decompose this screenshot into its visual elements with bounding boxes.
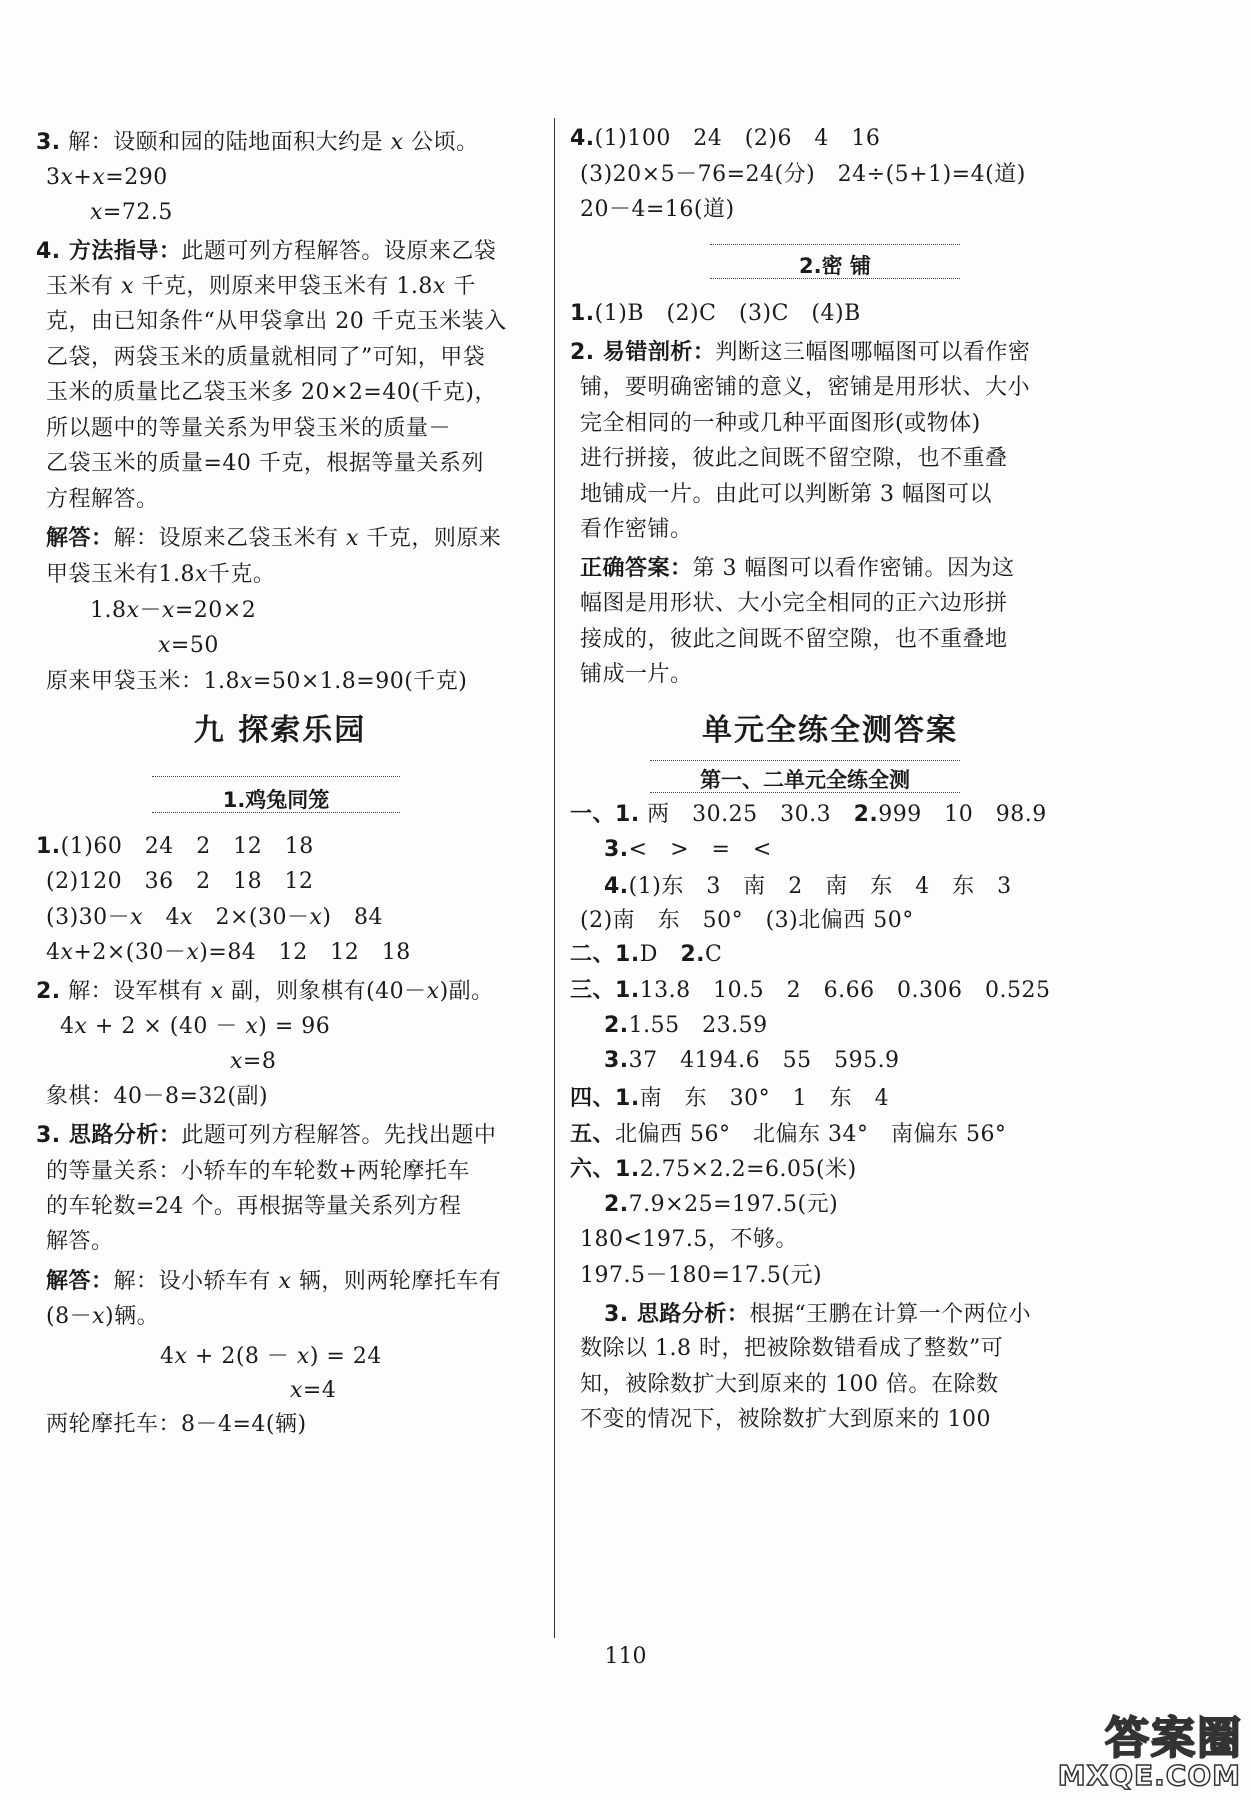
- text: 看作密铺。: [580, 517, 693, 542]
- text: )副。: [439, 979, 494, 1004]
- answer-line: [580, 480, 992, 510]
- answer-line: [46, 485, 159, 515]
- answer-line: [580, 589, 1008, 619]
- text: 铺，要明确密铺的意义，密铺是用形状、大小: [580, 375, 1031, 400]
- answer-line: [60, 1012, 330, 1042]
- answer-line: [46, 867, 314, 897]
- text: ) 84: [322, 905, 383, 930]
- label: 2.: [604, 1013, 629, 1038]
- label: 3.: [604, 1302, 629, 1327]
- variable-x: x: [60, 940, 74, 965]
- label: 1.: [615, 1157, 640, 1182]
- variable-x: x: [296, 1344, 310, 1369]
- text: 197.5－180=17.5(元): [580, 1263, 823, 1288]
- label: 六、: [570, 1157, 616, 1182]
- answer-line: [46, 1082, 268, 1112]
- label: 1.: [36, 834, 61, 859]
- variable-x: x: [121, 274, 134, 299]
- answer-line: [46, 524, 501, 554]
- text: 180<197.5，不够。: [580, 1227, 798, 1252]
- answer-line: [46, 1227, 114, 1257]
- variable-x: x: [426, 979, 440, 1004]
- label: 3.: [604, 837, 629, 862]
- subsection-heading: 1.鸡兔同笼: [152, 784, 400, 813]
- text: 解：设原来乙袋玉米有: [113, 526, 347, 551]
- label: 解答：: [46, 1269, 114, 1294]
- text: 2.75×2.2=6.05(米): [639, 1157, 857, 1182]
- text: 1.8: [90, 598, 127, 623]
- answer-line: [46, 938, 411, 968]
- text: 解答。: [46, 1229, 114, 1254]
- text: ) = 96: [258, 1014, 331, 1039]
- answer-line: [36, 832, 314, 862]
- text: 此题可列方程解答。先找出题中: [181, 1123, 497, 1148]
- text: D: [639, 942, 681, 967]
- answer-line: [46, 343, 485, 373]
- variable-x: x: [92, 1304, 106, 1329]
- variable-x: x: [174, 1344, 188, 1369]
- label: 1.: [615, 942, 640, 967]
- text: =20×2: [174, 598, 257, 623]
- answer-line: [46, 307, 507, 337]
- dotted-rule: [152, 776, 400, 777]
- text: (1)B (2)C (3)C (4)B: [594, 301, 861, 326]
- label: 易错剖析：: [594, 340, 716, 365]
- answer-line: [46, 560, 275, 590]
- text: C: [704, 942, 723, 967]
- label: 思路分析：: [60, 1123, 182, 1148]
- label: 4.: [570, 126, 595, 151]
- text: + 2 × (40 －: [87, 1014, 246, 1039]
- text: (3)30－: [46, 905, 131, 930]
- text: (1)东 3 南 2 南 东 4 东 3: [628, 874, 1012, 899]
- text: (8－: [46, 1304, 93, 1329]
- text: (1)60 24 2 12 18: [60, 834, 314, 859]
- answer-line: [46, 903, 383, 933]
- text: (3)20×5－76=24(分) 24÷(5+1)=4(道): [580, 162, 1026, 187]
- answer-line: [230, 1047, 276, 1077]
- answer-line: [570, 338, 1030, 368]
- text: 千克，则原来甲袋玉米有 1.8: [133, 274, 433, 299]
- answer-line: [570, 940, 722, 970]
- answer-line: [604, 835, 772, 865]
- label: 方法指导：: [60, 239, 182, 264]
- label: 一、: [570, 802, 616, 827]
- text: (2)120 36 2 18 12: [46, 869, 314, 894]
- variable-x: x: [90, 200, 103, 225]
- answer-line: [604, 1046, 900, 1076]
- text: －: [139, 598, 162, 623]
- text: < > = <: [628, 837, 772, 862]
- label: 五、: [570, 1122, 616, 1147]
- text: 铺成一片。: [580, 662, 693, 687]
- text: 方程解答。: [46, 487, 159, 512]
- answer-line: [580, 1225, 798, 1255]
- text: 千克。: [207, 562, 276, 587]
- variable-x: x: [245, 1014, 259, 1039]
- label: 2.: [36, 979, 61, 1004]
- watermark-logo: [1057, 1698, 1243, 1794]
- text: 第 3 幅图可以看作密铺。因为这: [692, 556, 1015, 581]
- dotted-rule: [710, 244, 960, 245]
- variable-x: x: [161, 598, 175, 623]
- answer-line: [580, 625, 1008, 655]
- text: 辆，则两轮摩托车有: [291, 1269, 502, 1294]
- label: 1.: [570, 301, 595, 326]
- variable-x: x: [195, 562, 208, 587]
- answer-line: [604, 1190, 838, 1220]
- answer-line: [570, 124, 880, 154]
- text: 两 30.25 30.3: [639, 802, 854, 827]
- text: 两轮摩托车：8－4=4(辆): [46, 1412, 307, 1437]
- text: 千克，则原来: [358, 526, 502, 551]
- label: 四、: [570, 1086, 616, 1111]
- text: 原来甲袋玉米：1.8: [46, 669, 240, 694]
- answer-line: [90, 596, 256, 626]
- variable-x: x: [158, 633, 171, 658]
- text: 2×(30－: [193, 905, 310, 930]
- answer-line: [570, 976, 1051, 1006]
- section-title: 九 探索乐园: [193, 713, 367, 748]
- answer-line: [46, 667, 467, 697]
- text: =72.5: [102, 200, 173, 225]
- label: 解答：: [46, 526, 114, 551]
- variable-x: x: [230, 1049, 243, 1074]
- text: 克，由已知条件“从甲袋拿出 20 千克玉米装入: [46, 309, 507, 334]
- text: =50: [170, 633, 219, 658]
- answer-line: [36, 977, 494, 1007]
- text: 解：设颐和园的陆地面积大约是: [60, 130, 391, 155]
- text: 37 4194.6 55 595.9: [628, 1048, 900, 1073]
- watermark-url: MXQE.COM: [1057, 1759, 1241, 1792]
- watermark-text: 答案圈: [1105, 1713, 1243, 1764]
- label: 3.: [36, 130, 61, 155]
- answer-line: [46, 163, 168, 193]
- text: 北偏西 56° 北偏东 34° 南偏东 56°: [615, 1122, 1007, 1147]
- page-number: 110: [604, 1644, 647, 1669]
- answer-line: [580, 1370, 998, 1400]
- text: 4: [143, 905, 181, 930]
- answer-line: [604, 1300, 1031, 1330]
- answer-line: [36, 1121, 496, 1151]
- label: 2.: [680, 942, 705, 967]
- text: ) = 24: [309, 1344, 382, 1369]
- text: 13.8 10.5 2 6.66 0.306 0.525: [639, 978, 1051, 1003]
- text: 的车轮数=24 个。再根据等量关系列方程: [46, 1194, 462, 1219]
- section-title: 单元全练全测答案: [702, 713, 958, 748]
- answer-line: [46, 1410, 307, 1440]
- text: 知，被除数扩大到原来的 100 倍。在除数: [580, 1372, 999, 1397]
- answer-line: [604, 872, 1012, 902]
- variable-x: x: [92, 165, 106, 190]
- text: 999 10 98.9: [878, 802, 1047, 827]
- text: +: [73, 165, 93, 190]
- text: 解：设军棋有: [60, 979, 211, 1004]
- answer-line: [570, 299, 861, 329]
- variable-x: x: [432, 274, 446, 299]
- text: 接成的，彼此之间既不留空隙，也不重叠地: [580, 627, 1008, 652]
- text: 千: [445, 274, 476, 299]
- label: 二、: [570, 942, 616, 967]
- label: 正确答案：: [580, 556, 693, 581]
- text: 20－4=16(道): [580, 197, 735, 222]
- answer-line: [580, 373, 1030, 403]
- text: 1.55 23.59: [628, 1013, 768, 1038]
- text: 南 东 30° 1 东 4: [639, 1086, 890, 1111]
- answer-line: [46, 1267, 501, 1297]
- variable-x: x: [60, 165, 74, 190]
- variable-x: x: [180, 905, 193, 930]
- answer-line: [570, 1120, 1006, 1150]
- answer-line: [46, 272, 476, 302]
- answer-line: [160, 1342, 382, 1372]
- label: 思路分析：: [628, 1302, 750, 1327]
- label: 1.: [615, 802, 640, 827]
- variable-x: x: [74, 1014, 88, 1039]
- label: 1.: [615, 1086, 640, 1111]
- answer-line: [46, 1302, 159, 1332]
- variable-x: x: [390, 130, 404, 155]
- variable-x: x: [186, 940, 200, 965]
- text: 4: [46, 940, 61, 965]
- answer-line: [580, 1405, 991, 1435]
- answer-line: [570, 1084, 889, 1114]
- answer-line: [90, 198, 173, 228]
- variable-x: x: [290, 1378, 303, 1403]
- column-divider: [554, 118, 555, 1638]
- text: 此题可列方程解答。设原来乙袋: [181, 239, 497, 264]
- label: 3.: [604, 1048, 629, 1073]
- variable-x: x: [210, 979, 224, 1004]
- text: 解：设小轿车有: [113, 1269, 279, 1294]
- label: 4.: [36, 239, 61, 264]
- text: 所以题中的等量关系为甲袋玉米的质量－: [46, 416, 452, 441]
- answer-line: [580, 195, 735, 225]
- answer-line: [46, 1192, 461, 1222]
- answer-line: [46, 378, 497, 408]
- answer-line: [580, 160, 1026, 190]
- label: 2.: [853, 802, 879, 827]
- text: 象棋：40－8=32(副): [46, 1084, 269, 1109]
- answer-line: [46, 414, 451, 444]
- answer-line: [580, 660, 693, 690]
- answer-line: [570, 800, 1047, 830]
- text: 副，则象棋有(40－: [223, 979, 427, 1004]
- answer-line: [604, 1011, 768, 1041]
- answer-line: [580, 1261, 822, 1291]
- answer-line: [580, 906, 914, 936]
- subsection-heading: 第一、二单元全练全测: [650, 764, 960, 793]
- answer-line: [46, 1157, 470, 1187]
- text: 甲袋玉米有1.8: [46, 562, 195, 587]
- text: 公顷。: [403, 130, 479, 155]
- text: =8: [242, 1049, 277, 1074]
- text: 7.9×25=197.5(元): [628, 1192, 839, 1217]
- answer-line: [570, 1155, 857, 1185]
- text: +2×(30－: [73, 940, 187, 965]
- text: 完全相同的一种或几种平面图形(或物体): [580, 411, 981, 436]
- text: 玉米有: [46, 274, 121, 299]
- text: 不变的情况下，被除数扩大到原来的 100: [580, 1407, 991, 1432]
- text: =4: [302, 1378, 337, 1403]
- text: 玉米的质量比乙袋玉米多 20×2=40(千克)，: [46, 380, 498, 405]
- answer-line: [36, 128, 479, 158]
- variable-x: x: [126, 598, 140, 623]
- answer-line: [46, 449, 484, 479]
- text: 4: [60, 1014, 75, 1039]
- answer-line: [290, 1376, 336, 1406]
- variable-x: x: [278, 1269, 292, 1294]
- text: 根据“王鹏在计算一个两位小: [749, 1302, 1032, 1327]
- text: )=84 12 12 18: [199, 940, 411, 965]
- text: =50×1.8=90(千克): [252, 669, 468, 694]
- variable-x: x: [309, 905, 323, 930]
- text: 乙袋，两袋玉米的质量就相同了”可知，甲袋: [46, 345, 486, 370]
- text: )辆。: [105, 1304, 160, 1329]
- subsection-heading: 2.密 铺: [710, 250, 960, 279]
- answer-line: [580, 444, 1008, 474]
- label: 2.: [604, 1192, 629, 1217]
- text: 数除以 1.8 时，把被除数错看成了整数”可: [580, 1336, 1004, 1361]
- label: 2.: [570, 340, 595, 365]
- answer-line: [36, 237, 496, 267]
- text: (2)南 东 50° (3)北偏西 50°: [580, 908, 914, 933]
- answer-line: [580, 409, 981, 439]
- answer-line: [580, 1334, 1003, 1364]
- text: + 2(8 －: [187, 1344, 297, 1369]
- answer-line: [158, 631, 219, 661]
- text: 乙袋玉米的质量=40 千克，根据等量关系列: [46, 451, 484, 476]
- answer-line: [580, 515, 693, 545]
- text: 4: [160, 1344, 175, 1369]
- label: 三、: [570, 978, 616, 1003]
- dotted-rule: [650, 760, 960, 761]
- text: 的等量关系：小轿车的车轮数+两轮摩托车: [46, 1159, 470, 1184]
- variable-x: x: [346, 526, 359, 551]
- label: 1.: [615, 978, 640, 1003]
- text: 进行拼接，彼此之间既不留空隙，也不重叠: [580, 446, 1008, 471]
- text: 判断这三幅图哪幅图可以看作密: [715, 340, 1031, 365]
- text: (1)100 24 (2)6 4 16: [594, 126, 881, 151]
- text: =290: [105, 165, 168, 190]
- text: 3: [46, 165, 61, 190]
- variable-x: x: [240, 669, 253, 694]
- label: 3.: [36, 1123, 61, 1148]
- label: 4.: [604, 874, 629, 899]
- variable-x: x: [130, 905, 144, 930]
- text: 幅图是用形状、大小完全相同的正六边形拼: [580, 591, 1008, 616]
- answer-line: [580, 554, 1015, 584]
- text: 地铺成一片。由此可以判断第 3 幅图可以: [580, 482, 992, 507]
